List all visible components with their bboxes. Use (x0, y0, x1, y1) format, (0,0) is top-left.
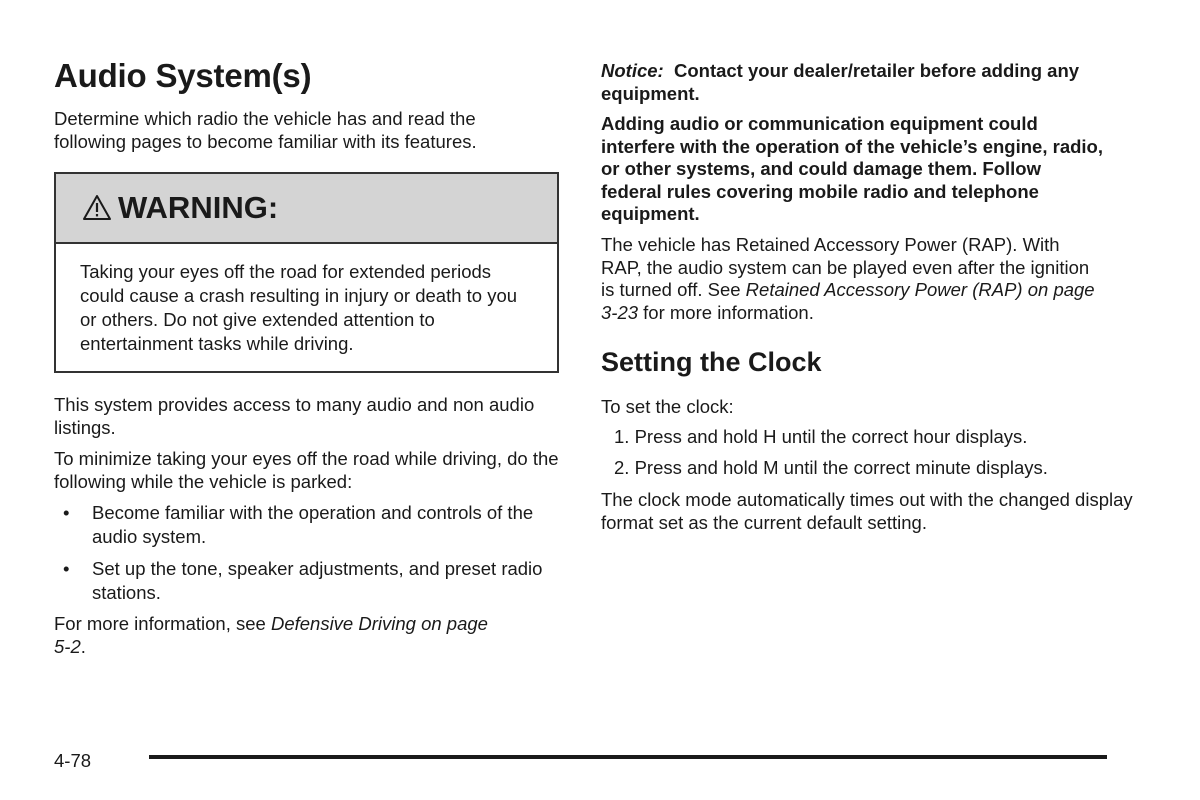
clock-intro: To set the clock: (601, 396, 734, 417)
rap-reference: Retained Accessory Power (RAP) on page 3-23 (601, 279, 1095, 323)
minimize-paragraph: To minimize taking your eyes off the road while driving, do the following while the vehicle is parked: (54, 448, 559, 492)
system-paragraph: This system provides access to many audio and non audio listings. (54, 394, 535, 438)
clock-outro: The clock mode automatically times out with the changed display format set as the current default setting. (601, 489, 1133, 533)
warning-text: Taking your eyes off the road for extended periods could cause a crash resulting in injury or death to you or others. Do not give extended attention to entertainment tasks while driving. (80, 261, 518, 354)
list-item: • Become familiar with the operation and controls of the audio system. (63, 502, 534, 547)
page-title: Audio System(s) (54, 57, 312, 94)
clock-steps (601, 426, 1146, 488)
warning-box (54, 172, 559, 373)
notice-text: Contact your dealer/retailer before adding any equipment. (601, 60, 1080, 104)
list-item: • Set up the tone, speaker adjustments, and preset radio stations. (63, 558, 543, 603)
adding-equipment-paragraph: Adding audio or communication equipment could interfere with the operation of the vehicle’s engine, radio, or other systems, and could damage them. Follow federal rules covering mobile radio and telephone equipment. (601, 113, 1103, 224)
warning-triangle-icon (82, 193, 112, 223)
clock-heading: Setting the Clock (601, 347, 822, 377)
notice-paragraph (601, 60, 1101, 105)
page-number: 4-78 (54, 750, 92, 771)
list-item: 1. Press and hold H until the correct hour displays. (614, 426, 1028, 447)
bullet-glyph: • (63, 502, 70, 523)
intro-paragraph: Determine which radio the vehicle has and read the following pages to become familiar with its features. (54, 108, 477, 152)
warning-heading: WARNING: (118, 190, 279, 225)
warning-header (56, 174, 557, 244)
defensive-driving-reference: Defensive Driving on page 5-2 (54, 613, 488, 657)
notice-label: Notice: (601, 60, 664, 81)
footer-rule (149, 755, 1107, 759)
rap-paragraph: The vehicle has Retained Accessory Power (RAP). With RAP, the audio system can be played even after the ignition is turned off. See Retained Accessory Power (RAP) on page 3-23 for more information. (601, 234, 1095, 323)
more-info-paragraph: For more information, see Defensive Driving on page 5-2. (54, 613, 488, 657)
list-item: 2. Press and hold M until the correct minute displays. (614, 457, 1048, 478)
bullet-glyph: • (63, 558, 70, 579)
bullet-list (54, 501, 559, 613)
